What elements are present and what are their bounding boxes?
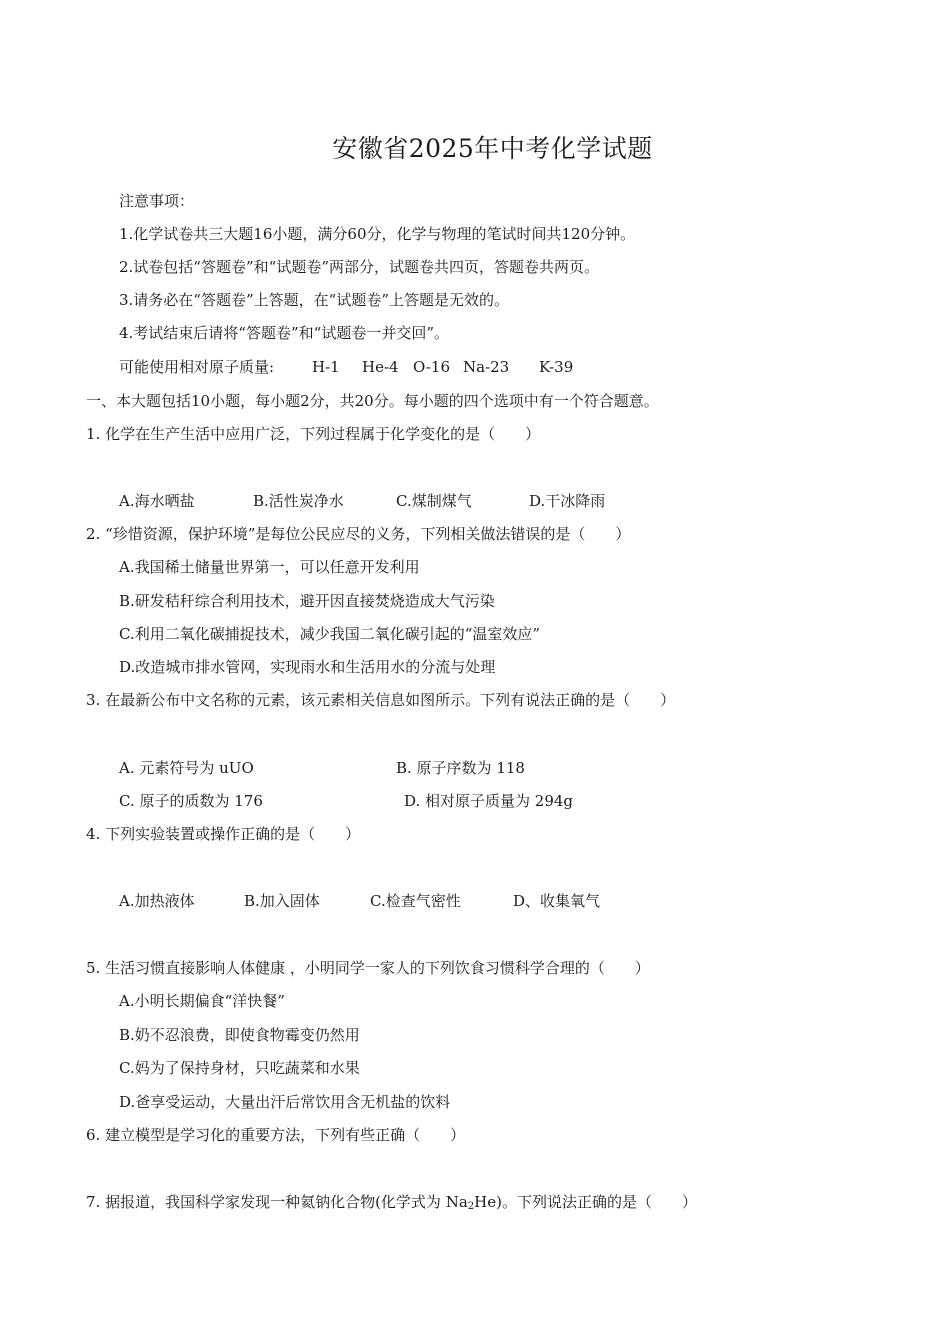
question-5-stem: 5. 生活习惯直接影响人体健康 ，小明同学一家人的下列饮食习惯科学合理的（ ） [86,959,650,977]
question-2-option-c: C.利用二氧化碳捕捉技术，减少我国二氧化碳引起的“温室效应” [119,625,541,643]
atomic-mass-h: H-1 [312,358,340,376]
question-3-option-a: A. 元素符号为 uUO [119,759,254,777]
notice-item-2: 2.试卷包括“答题卷”和“试题卷”两部分，试题卷共四页，答题卷共两页。 [119,258,599,276]
question-2-option-a: A.我国稀土储量世界第一，可以任意开发利用 [119,558,420,576]
question-5-option-c: C.妈为了保持身材，只吃蔬菜和水果 [119,1059,360,1077]
section-1-heading: 一、本大题包括10小题，每小题2分，共20分。每小题的四个选项中有一个符合题意。 [86,392,659,410]
notice-item-4: 4.考试结束后请将“答题卷”和“试题卷一并交回”。 [119,324,449,342]
question-3-stem: 3. 在最新公布中文名称的元素，该元素相关信息如图所示。下列有说法正确的是（ ） [86,691,676,709]
notice-item-1: 1.化学试卷共三大题16小题，满分60分，化学与物理的笔试时间共120分钟。 [119,225,636,243]
atomic-mass-he: He-4 [362,358,399,376]
question-2-option-b: B.研发秸秆综合利用技术，避开因直接焚烧造成大气污染 [119,592,495,610]
question-3-option-c: C. 原子的质数为 176 [119,792,263,810]
question-4-stem: 4. 下列实验装置或操作正确的是（ ） [86,825,361,843]
atomic-mass-k: K-39 [539,358,574,376]
question-5-option-b: B.奶不忍浪费，即使食物霉变仍然用 [119,1026,360,1044]
question-4-option-a: A.加热液体 [119,892,195,910]
question-1-stem: 1. 化学在生产生活中应用广泛，下列过程属于化学变化的是（ ） [86,425,541,443]
question-1-option-b: B.活性炭净水 [253,492,344,510]
question-7-subscript: 2 [467,1201,475,1212]
question-5-option-d: D.爸享受运动，大量出汗后常饮用含无机盐的饮料 [119,1093,451,1111]
notice-heading: 注意事项： [119,192,195,210]
notice-item-3: 3.请务必在“答题卷”上答题，在“试题卷”上答题是无效的。 [119,291,509,309]
question-4-option-d: D、收集氧气 [513,892,601,910]
question-1-option-d: D.干冰降雨 [529,492,606,510]
atomic-mass-label: 可能使用相对原子质量: [119,358,275,376]
question-1-option-a: A.海水晒盐 [119,492,195,510]
question-6-stem: 6. 建立模型是学习化的重要方法，下列有些正确（ ） [86,1126,466,1144]
question-4-option-b: B.加入固体 [244,892,320,910]
question-3-option-d: D. 相对原子质量为 294g [404,792,574,810]
atomic-mass-na: Na-23 [463,358,510,376]
question-2-option-d: D.改造城市排水管网，实现雨水和生活用水的分流与处理 [119,658,496,676]
question-2-stem: 2. “珍惜资源，保护环境”是每位公民应尽的义务，下列相关做法错误的是（ ） [86,525,631,543]
question-4-option-c: C.检查气密性 [370,892,461,910]
question-5-option-a: A.小明长期偏食“洋快餐” [119,992,285,1010]
question-7-stem-tail: He)。下列说法正确的是（ ） [474,1193,697,1211]
question-7-stem [86,1192,697,1212]
atomic-mass-o: O-16 [413,358,451,376]
question-7-stem-text: 7. 据报道，我国科学家发现一种氦钠化合物(化学式为 Na [86,1193,468,1211]
page-title: 安徽省2025年中考化学试题 [332,134,653,163]
question-3-option-b: B. 原子序数为 118 [396,759,525,777]
question-1-option-c: C.煤制煤气 [396,492,472,510]
